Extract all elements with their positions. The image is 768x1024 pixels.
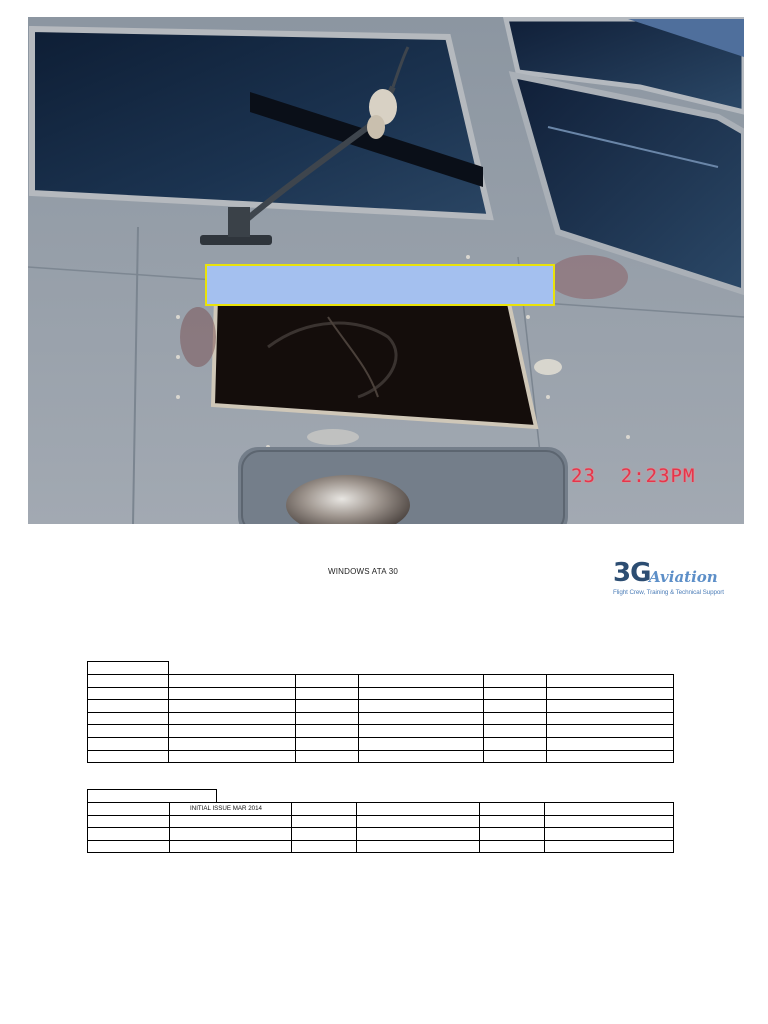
table-cell <box>169 737 296 750</box>
table-cell <box>359 687 484 700</box>
table-cell <box>88 840 170 853</box>
table-cell <box>357 828 480 841</box>
logo-mark: 3G <box>613 558 651 588</box>
damage-photo <box>28 17 744 524</box>
table-cell <box>545 840 674 853</box>
table-row <box>88 828 674 841</box>
table-cell <box>292 815 357 828</box>
table-cell <box>547 725 674 738</box>
table-cell <box>359 700 484 713</box>
table-cell <box>545 828 674 841</box>
redaction-banner <box>205 264 555 306</box>
table-cell <box>88 725 169 738</box>
table-cell <box>292 840 357 853</box>
table-cell <box>359 725 484 738</box>
table-cell <box>547 737 674 750</box>
table-cell <box>170 815 292 828</box>
table-cell <box>359 712 484 725</box>
table1-header-tab <box>87 661 169 674</box>
table-cell <box>359 737 484 750</box>
table-cell <box>292 803 357 816</box>
table-cell <box>547 712 674 725</box>
table-row <box>88 750 674 763</box>
table-cell <box>545 815 674 828</box>
table-cell <box>359 750 484 763</box>
table-cell <box>169 712 296 725</box>
table-cell <box>88 828 170 841</box>
table-row <box>88 725 674 738</box>
table-cell <box>292 828 357 841</box>
table-row <box>88 737 674 750</box>
table-cell <box>296 687 359 700</box>
table-cell <box>169 675 296 688</box>
table-cell <box>484 700 547 713</box>
timestamp-time: 2:23PM <box>620 465 696 487</box>
table-cell <box>545 803 674 816</box>
table-cell <box>169 725 296 738</box>
table-cell <box>88 815 170 828</box>
table-cell <box>547 700 674 713</box>
table-row <box>88 840 674 853</box>
table-cell <box>484 737 547 750</box>
table-cell <box>357 815 480 828</box>
table-cell <box>484 725 547 738</box>
table-row <box>88 687 674 700</box>
table-cell <box>88 687 169 700</box>
table-cell <box>359 675 484 688</box>
revision-issue-cell: INITIAL ISSUE MAR 2014 <box>170 803 292 816</box>
table-cell <box>169 700 296 713</box>
table-cell <box>547 750 674 763</box>
table-cell <box>88 700 169 713</box>
company-logo <box>613 558 733 602</box>
table-cell <box>169 687 296 700</box>
table-cell <box>296 675 359 688</box>
table-cell <box>480 815 545 828</box>
table-cell <box>88 803 170 816</box>
table-cell <box>480 803 545 816</box>
logo-tagline: Flight Crew, Training & Technical Support <box>613 589 724 596</box>
table-row <box>88 803 674 816</box>
table-cell <box>296 700 359 713</box>
table-cell <box>88 737 169 750</box>
table-cell <box>88 712 169 725</box>
table-cell <box>296 725 359 738</box>
table-row <box>88 815 674 828</box>
logo-script: Aviation <box>649 568 718 586</box>
table-cell <box>88 675 169 688</box>
table-row <box>88 700 674 713</box>
table-cell <box>484 675 547 688</box>
table-cell <box>484 712 547 725</box>
table-cell <box>169 750 296 763</box>
table-row <box>88 712 674 725</box>
table-cell <box>296 750 359 763</box>
table-cell <box>357 840 480 853</box>
table-cell <box>480 840 545 853</box>
table2-header-tab <box>87 789 217 802</box>
document-title: WINDOWS ATA 30 <box>327 567 399 576</box>
timestamp-day: 23 <box>571 465 596 487</box>
table-cell <box>170 840 292 853</box>
table-cell <box>170 828 292 841</box>
table-cell <box>547 675 674 688</box>
photo-timestamp <box>571 465 695 487</box>
table-cell <box>296 712 359 725</box>
table-row <box>88 675 674 688</box>
table-cell <box>484 687 547 700</box>
table-cell <box>480 828 545 841</box>
table-cell <box>484 750 547 763</box>
table2 <box>87 802 674 853</box>
table-cell <box>357 803 480 816</box>
table-cell <box>88 750 169 763</box>
table-cell <box>547 687 674 700</box>
table-cell <box>296 737 359 750</box>
table1 <box>87 674 674 763</box>
